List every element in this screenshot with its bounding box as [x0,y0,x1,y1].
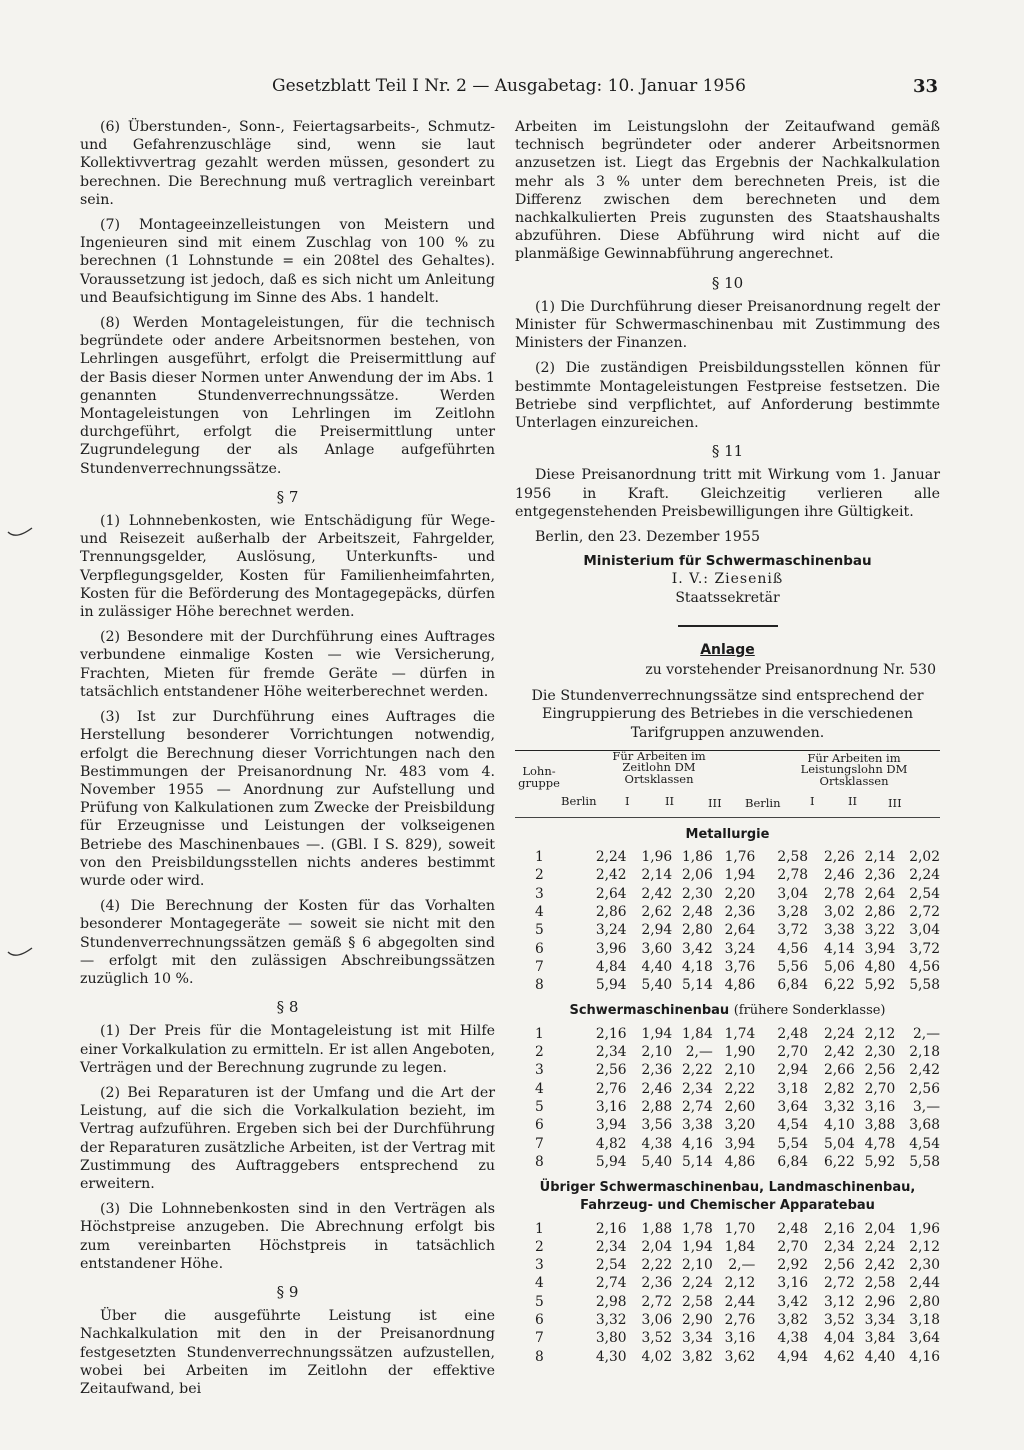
rate-cell: 2,48 [777,1220,809,1237]
lohngruppe-cell: 7 [535,1330,544,1347]
rate-cell: 3,64 [909,1330,940,1347]
table-row [515,1153,940,1171]
header-berlin-l: Berlin [745,795,781,810]
paragraph-8-2: (2) Bei Reparaturen ist der Umfang und die Art der Leistung, auf die sich die Vorkalkulation bezieht, im Vertrag aufzuführen. Ergeben sich bei der Durchführung der Reparaturen zusätzliche Arbeiten, ist der Vertrag mit Zustimmung des Auftraggebers entsprechend zu erweitern. [80,1084,495,1192]
lohngruppe-cell: 8 [535,1348,544,1365]
rate-cell: 2,42 [595,867,627,884]
rate-cell: 4,86 [724,1153,756,1170]
rate-cell: 5,58 [909,1153,940,1170]
rate-cell: 1,84 [682,1025,713,1042]
rate-cell: 2,42 [864,1257,896,1274]
rate-table-groups [515,826,940,1366]
rate-cell: 4,40 [641,958,673,975]
lohngruppe-cell: 5 [535,1293,544,1310]
rate-cell: 2,14 [641,867,673,884]
rate-cell: 2,46 [641,1080,673,1097]
paragraph-9-1: Über die ausgeführte Leistung ist eine Nachkalkulation mit den in der Preisanordnung festgesetzten Stundenverrechnungssätzen aufzustellen, wobei bei Arbeiten im Zeitlohn der effektive Zeitaufwand, bei [80,1308,495,1397]
group-title-main: Metallurgie [685,826,770,842]
paragraph-6-8: (8) Werden Montageleistungen, für die technisch begründete oder andere Arbeitsnormen bestehen, von Lehrlingen ausgeführt, erfolgt die Preisermittlung auf der Basis dieser Normen unter Anwendung der im Abs. 1 genannten Stundenverrechnungssätze. Werden Montageleistungen von Lehrlingen im Zeitlohn durchgeführt, erfolgt die Preisermittlung unter Zugrundelegung der als Anlage aufgeführten Stundenverrechnungssätze. [80,315,495,477]
annex-title: Anlage [700,641,755,658]
rate-cell: 4,56 [777,940,809,957]
rate-cell: 1,78 [682,1220,713,1237]
rate-cell: 4,14 [824,940,855,957]
rate-cell: 2,58 [777,849,809,866]
margin-check-mark-2 [6,946,34,962]
section-heading-10: § 10 [711,273,744,292]
rate-cell: 3,32 [595,1311,627,1328]
ministry-name: Ministerium für Schwermaschinenbau [583,553,872,570]
rate-cell: 5,04 [824,1135,855,1152]
rate-cell: 2,24 [824,1025,855,1042]
rate-cell: 4,82 [595,1135,627,1152]
annex-intro: Die Stundenverrechnungssätze sind entsprechend der Eingruppierung des Betriebes in die verschiedenen Tarifgruppen anzuwenden. [531,688,924,741]
rate-cell: 2,88 [641,1098,673,1115]
rate-cell: 3,12 [824,1293,855,1310]
rate-cell: 6,22 [824,1153,855,1170]
rate-cell: 2,— [728,1257,756,1274]
rate-cell: 2,60 [724,1098,756,1115]
group-title-main: Übriger Schwermaschinenbau, Landmaschinenbau, Fahrzeug- und Chemischer Apparatebau [539,1180,916,1214]
rate-cell: 2,36 [641,1062,673,1079]
rate-cell: 4,16 [682,1135,713,1152]
lohngruppe-cell: 8 [535,1153,544,1170]
rate-table [515,848,940,994]
rate-cell: 3,68 [909,1117,940,1134]
rate-cell: 3,24 [595,922,627,939]
rate-cell: 3,34 [682,1330,713,1347]
header-III-z: III [708,795,722,810]
rate-cell: 2,58 [682,1293,713,1310]
table-row [515,1274,940,1292]
table-row [515,885,940,903]
rate-cell: 2,94 [641,922,673,939]
header-I-l: I [810,793,815,808]
rate-cell: 3,62 [724,1348,756,1365]
rate-cell: 3,88 [864,1117,896,1134]
lohngruppe-cell: 4 [535,904,544,921]
table-row [515,1134,940,1152]
rate-cell: 2,12 [864,1025,896,1042]
rate-cell: 3,56 [641,1117,673,1134]
rate-cell: 2,22 [724,1080,756,1097]
paragraph-7-2: (2) Besondere mit der Durchführung eines Auftrages verbundene einmalige Kosten — wie Versicherung, Frachten, Mieten für fremde Geräte — dürfen in tatsächlich entstandener Höhe weiterberechnet werden. [80,629,495,700]
lohngruppe-cell: 5 [535,1098,544,1115]
rate-cell: 2,70 [864,1080,896,1097]
rate-cell: 2,02 [909,849,940,866]
rate-cell: 3,16 [777,1275,809,1292]
section-heading-9: § 9 [276,1282,299,1301]
rate-cell: 4,62 [824,1348,855,1365]
rate-cell: 2,78 [824,885,855,902]
rate-cell: 4,16 [909,1348,940,1365]
rate-cell: 2,80 [909,1293,940,1310]
paragraph-6-7: (6) Überstunden-, Sonn-, Feiertagsarbeits-, Schmutz- und Gefahrenzuschläge sind, wenn sie laut Kollektivvertrag gezahlt werden müssen, gesondert zu berechnen. Die Berechnung muß vertraglich vereinbart sein. [80,119,495,208]
lohngruppe-cell: 6 [535,940,544,957]
table-row [515,1329,940,1347]
rate-cell: 4,02 [641,1348,673,1365]
rate-cell: 1,88 [641,1220,673,1237]
rate-cell: 2,— [685,1044,713,1061]
rate-cell: 2,56 [824,1257,855,1274]
header-I-z: I [625,793,630,808]
rate-cell: 3,16 [724,1330,756,1347]
rate-cell: 2,36 [724,904,756,921]
rate-cell: 2,72 [909,904,940,921]
table-row [515,848,940,866]
rate-cell: 2,36 [641,1275,673,1292]
lohngruppe-cell: 4 [535,1275,544,1292]
date-line: Berlin, den 23. Dezember 1955 [535,529,761,546]
lohngruppe-cell: 7 [535,1135,544,1152]
rate-cell: 3,82 [682,1348,713,1365]
rate-cell: 4,56 [909,958,940,975]
rate-cell: 2,42 [909,1062,940,1079]
lohngruppe-cell: 8 [535,977,544,994]
table-row [515,1025,940,1043]
lohngruppe-cell: 5 [535,922,544,939]
rate-cell: 2,78 [777,867,809,884]
header-zeitlohn: Für Arbeiten im Zeitlohn DM Ortsklassen [612,748,706,786]
lohngruppe-cell: 3 [535,1062,544,1079]
rate-cell: 1,96 [641,849,673,866]
rate-cell: 2,24 [682,1275,713,1292]
section-heading-7: § 7 [276,487,299,506]
rate-cell: 3,22 [864,922,896,939]
header-berlin-z: Berlin [561,793,597,808]
rate-cell: 2,16 [824,1220,855,1237]
rate-cell: 3,72 [909,940,940,957]
rate-cell: 2,34 [824,1238,855,1255]
rate-cell: 2,42 [824,1044,855,1061]
table-row [515,1293,940,1311]
rate-cell: 3,24 [724,940,756,957]
rate-cell: 2,34 [595,1238,627,1255]
rate-cell: 2,56 [864,1062,896,1079]
lohngruppe-cell: 7 [535,958,544,975]
paragraph-10-2: (2) Die zuständigen Preisbildungsstellen können für bestimmte Montageleistungen Festpreise festsetzen. Die Betriebe sind verpflichtet, auf Anforderung bestimmte Unterlagen einzureichen. [515,360,940,432]
rate-cell: 3,52 [824,1311,855,1328]
rate-cell: 3,60 [641,940,673,957]
rate-cell: 2,70 [777,1044,809,1061]
table-row [515,1116,940,1134]
rate-cell: 4,78 [864,1135,896,1152]
rate-cell: 1,76 [724,849,756,866]
rate-cell: 5,58 [909,977,940,994]
gazette-title: Gesetzblatt Teil I Nr. 2 — Ausgabetag: 10. Januar 1956 [272,76,746,96]
rate-cell: 2,80 [682,922,713,939]
rate-cell: 6,84 [777,977,809,994]
rate-cell: 3,18 [777,1080,809,1097]
rate-cell: 4,04 [824,1330,855,1347]
rate-cell: 2,56 [595,1062,627,1079]
rate-cell: 2,04 [864,1220,896,1237]
rate-cell: 2,76 [724,1311,756,1328]
lohngruppe-cell: 3 [535,885,544,902]
right-column [515,118,940,1366]
rate-cell: 1,90 [724,1044,756,1061]
rate-cell: 2,64 [595,885,627,902]
rate-cell: 2,82 [824,1080,855,1097]
rate-cell: 2,72 [641,1293,673,1310]
rate-cell: 3,16 [864,1098,896,1115]
rate-cell: 5,40 [641,1153,673,1170]
rate-cell: 4,40 [864,1348,896,1365]
paragraph-8-1: (1) Der Preis für die Montageleistung ist mit Hilfe einer Vorkalkulation zu ermitteln. Er ist allen Angeboten, Verträgen und der Berechnung zugrunde zu legen. [80,1023,495,1076]
rate-cell: 5,40 [641,977,673,994]
rate-cell: 2,34 [682,1080,713,1097]
rate-cell: 2,90 [682,1311,713,1328]
rate-cell: 2,64 [864,885,896,902]
page-header [60,76,938,106]
rate-cell: 2,10 [682,1257,713,1274]
rate-cell: 1,84 [724,1238,756,1255]
rate-cell: 5,54 [777,1135,809,1152]
rate-cell: 3,38 [682,1117,713,1134]
rate-cell: 3,06 [641,1311,673,1328]
table-row [515,1098,940,1116]
rate-cell: 3,76 [724,958,756,975]
rate-cell: 4,84 [595,958,627,975]
header-II-l: II [848,793,858,808]
rate-cell: 2,04 [641,1238,673,1255]
header-leistungslohn: Für Arbeiten im Leistungslohn DM Ortsklassen [800,750,908,788]
rate-cell: 3,84 [864,1330,896,1347]
rate-cell: 5,92 [864,977,896,994]
rate-cell: 2,42 [641,885,673,902]
rate-cell: 3,— [913,1098,940,1115]
table-row [515,958,940,976]
paragraph-10-1: (1) Die Durchführung dieser Preisanordnung regelt der Minister für Schwermaschinenbau mit Zustimmung des Ministers der Finanzen. [515,298,940,352]
rate-cell: 2,10 [724,1062,756,1079]
rate-cell: 2,54 [909,885,940,902]
section-heading-11: § 11 [711,442,744,461]
rate-cell: 3,94 [864,940,896,957]
lohngruppe-cell: 3 [535,1257,544,1274]
rate-cell: 1,94 [724,867,756,884]
rate-cell: 3,16 [595,1098,627,1115]
rate-cell: 2,86 [864,904,896,921]
rate-cell: 3,04 [909,922,940,939]
rate-cell: 4,94 [777,1348,809,1365]
rate-cell: 3,82 [777,1311,809,1328]
rate-cell: 4,54 [909,1135,940,1152]
table-header [515,748,940,818]
section-heading-8: § 8 [276,998,299,1017]
rate-cell: 2,94 [777,1062,809,1079]
rate-cell: 5,14 [682,1153,713,1170]
rate-cell: 2,30 [682,885,713,902]
table-row [515,1061,940,1079]
page-number: 33 [912,76,938,97]
signer-name: I. V.: Ziesenіß [671,571,784,588]
rate-cell: 3,32 [824,1098,855,1115]
paragraph-11-1: Diese Preisanordnung tritt mit Wirkung vom 1. Januar 1956 in Kraft. Gleichzeitig verlieren alle entgegenstehenden Preisbewilligungen ihre Gültigkeit. [515,467,940,520]
rate-cell: 3,42 [682,940,713,957]
rate-cell: 2,14 [864,849,896,866]
lohngruppe-cell: 2 [535,867,544,884]
rate-cell: 4,18 [682,958,713,975]
rate-cell: 4,38 [777,1330,809,1347]
margin-check-mark-1 [6,526,34,542]
header-II-z: II [665,793,675,808]
rate-cell: 3,20 [724,1117,756,1134]
header-III-l: III [888,795,902,810]
rate-cell: 3,72 [777,922,809,939]
rate-cell: 2,10 [641,1044,673,1061]
rate-cell: 1,86 [682,849,713,866]
rate-cell: 2,86 [595,904,627,921]
rate-cell: 3,42 [777,1293,809,1310]
rate-cell: 2,96 [864,1293,896,1310]
rate-cell: 6,22 [824,977,855,994]
lohngruppe-cell: 1 [535,1025,544,1042]
rate-cell: 5,06 [824,958,855,975]
rate-cell: 3,80 [595,1330,627,1347]
lohngruppe-cell: 1 [535,849,544,866]
paragraph-9-continued: Arbeiten im Leistungslohn der Zeitaufwand gemäß technisch begründeter oder anderer Arbeitsnormen anzusetzen ist. Liegt das Ergebnis der Nachkalkulation mehr als 3 % unter dem berechneten Preis, ist die Differenz zwischen dem berechneten und dem nachkalkulierten Preis zugunsten des Staatshaushalts abzuführen. Diese Abführung wird nicht auf die planmäßige Gewinnabführung angerechnet. [515,119,940,263]
paragraph-8-3: (3) Die Lohnnebenkosten sind in den Verträgen als Höchstpreise anzugeben. Die Abrechnung erfolgt bis zum vereinbarten Höchstpreis in tatsächlich entstandener Höhe. [80,1201,495,1272]
rate-cell: 2,70 [777,1238,809,1255]
group-title-main: Schwermaschinenbau [569,1003,730,1019]
rate-cell: 2,62 [641,904,673,921]
paragraph-6-7b: (7) Montageeinzelleistungen von Meistern und Ingenieuren sind mit einem Zuschlag von 100 % zu berechnen (1 Lohnstunde = ein 208tel des Gehaltes). Voraussetzung ist jedoch, daß es sich nicht um Anleitung und Beaufsichtigung im Sinne des Abs. 1 handelt. [80,217,495,306]
rate-cell: 2,30 [909,1257,940,1274]
rate-cell: 2,72 [824,1275,855,1292]
rate-cell: 2,24 [909,867,940,884]
rate-cell: 2,64 [724,922,756,939]
rate-cell: 5,94 [595,1153,627,1170]
rate-cell: 2,24 [864,1238,896,1255]
rate-cell: 2,92 [777,1257,809,1274]
group-title-note: (frühere Sonderklasse) [733,1003,886,1019]
rate-cell: 2,06 [682,867,713,884]
rate-cell: 1,74 [724,1025,756,1042]
rate-cell: 5,56 [777,958,809,975]
paragraph-7-4: (4) Die Berechnung der Kosten für das Vorhalten besonderer Montagegeräte — soweit sie nicht mit den Stundenverrechnungssätzen gemäß § 6 abgegolten sind — erfolgt mit den zulässigen Abschreibungssätzen zuzüglich 10 %. [80,898,495,987]
table-row [515,1219,940,1237]
table-row [515,903,940,921]
rate-cell: 3,64 [777,1098,809,1115]
rate-cell: 2,56 [909,1080,940,1097]
rate-cell: 1,94 [682,1238,713,1255]
rate-cell: 2,— [913,1025,940,1042]
table-row [515,1080,940,1098]
lohngruppe-cell: 2 [535,1044,544,1061]
annex-subtitle: zu vorstehender Preisanordnung Nr. 530 [645,662,936,679]
rate-cell: 2,74 [682,1098,713,1115]
rate-cell: 2,12 [909,1238,940,1255]
rate-cell: 2,74 [595,1275,627,1292]
table-row [515,1311,940,1329]
rate-cell: 4,86 [724,977,756,994]
rate-cell: 3,34 [864,1311,896,1328]
rate-cell: 4,10 [824,1117,855,1134]
signer-role: Staatssekretär [675,589,780,606]
group-title [515,1002,940,1020]
rate-cell: 2,58 [864,1275,896,1292]
rate-cell: 1,70 [724,1220,756,1237]
table-row [515,1256,940,1274]
lohngruppe-cell: 1 [535,1220,544,1237]
rate-cell: 2,34 [595,1044,627,1061]
rate-cell: 2,46 [824,867,855,884]
rate-cell: 5,94 [595,977,627,994]
rate-cell: 3,38 [824,922,855,939]
rate-cell: 6,84 [777,1153,809,1170]
rate-cell: 2,16 [595,1025,627,1042]
rate-cell: 2,36 [864,867,896,884]
rate-cell: 3,04 [777,885,809,902]
rate-cell: 2,24 [595,849,627,866]
rate-cell: 2,44 [724,1293,756,1310]
rate-table [515,1219,940,1365]
left-column [80,118,495,1405]
lohngruppe-cell: 6 [535,1117,544,1134]
rate-cell: 3,28 [777,904,809,921]
table-row [515,1043,940,1061]
lohngruppe-cell: 4 [535,1080,544,1097]
rate-cell: 4,30 [595,1348,627,1365]
rate-cell: 4,54 [777,1117,809,1134]
rate-cell: 2,18 [909,1044,940,1061]
rate-cell: 2,22 [641,1257,673,1274]
rate-cell: 2,66 [824,1062,855,1079]
rate-cell: 2,16 [595,1220,627,1237]
table-row [515,866,940,884]
separator-rule [678,625,778,627]
lohngruppe-cell: 6 [535,1311,544,1328]
rate-cell: 3,52 [641,1330,673,1347]
table-row [515,940,940,958]
rate-cell: 3,02 [824,904,855,921]
rate-cell: 2,48 [777,1025,809,1042]
paragraph-7-1: (1) Lohnnebenkosten, wie Entschädigung für Wege- und Reisezeit außerhalb der Arbeitszeit, Fahrgelder, Trennungsgelder, Auslösung, Unterkunfts- und Verpflegungsgelder, Kosten für Familienheimfahrten, Kosten für die Beförderung des Montagegepäcks, dürfen in zulässiger Höhe berechnet werden. [80,513,495,621]
table-row [515,976,940,994]
rate-cell: 2,26 [824,849,855,866]
rate-cell: 2,20 [724,885,756,902]
rate-cell: 3,18 [909,1311,940,1328]
rate-cell: 3,94 [724,1135,756,1152]
rate-cell: 2,76 [595,1080,627,1097]
table-row [515,1348,940,1366]
table-row [515,1238,940,1256]
table-row [515,921,940,939]
rate-cell: 5,14 [682,977,713,994]
rate-cell: 2,98 [595,1293,627,1310]
rate-cell: 2,30 [864,1044,896,1061]
rate-cell: 4,38 [641,1135,673,1152]
group-title [515,826,940,844]
rate-cell: 2,22 [682,1062,713,1079]
rate-cell: 2,44 [909,1275,940,1292]
rate-table [515,1025,940,1171]
rate-cell: 1,96 [909,1220,940,1237]
lohngruppe-cell: 2 [535,1238,544,1255]
rate-cell: 3,94 [595,1117,627,1134]
group-title [515,1179,940,1215]
rate-cell: 5,92 [864,1153,896,1170]
rate-cell: 2,54 [595,1257,627,1274]
rate-cell: 2,12 [724,1275,756,1292]
paragraph-7-3: (3) Ist zur Durchführung eines Auftrages die Herstellung besonderer Vorrichtungen notwendig, erfolgt die Berechnung dieser Vorrichtungen nach den Bestimmungen der Preisanordnung Nr. 483 vom 4. November 1955 — Anordnung zur Aufstellung und Prüfung von Kalkulationen zum Zwecke der Preisbildung für Erzeugnisse und Leistungen der volkseigenen Betriebe des Maschinenbaues —. (GBl. I S. 829), soweit von den Preisbildungsstellen nichts anderes bestimmt wurde oder wird. [80,709,495,889]
header-lohngruppe: Lohn- gruppe [518,763,560,790]
rate-cell: 2,48 [682,904,713,921]
rate-cell: 3,96 [595,940,627,957]
rate-cell: 4,80 [864,958,896,975]
rate-cell: 1,94 [641,1025,673,1042]
